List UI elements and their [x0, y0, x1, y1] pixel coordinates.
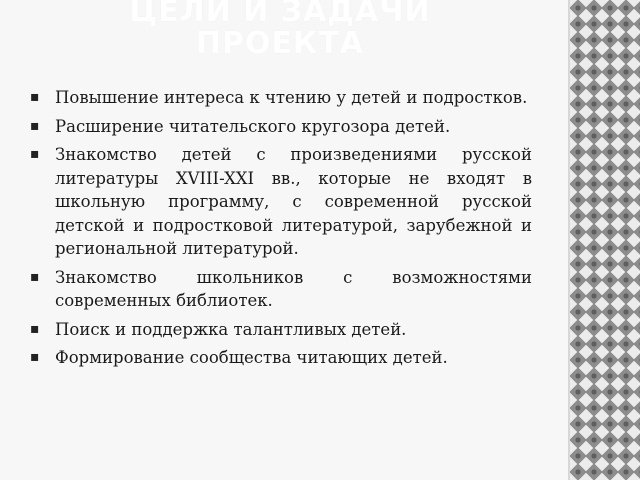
list-item	[30, 115, 532, 139]
list-item	[30, 318, 532, 342]
bullet-icon: ▪	[30, 320, 40, 337]
list-item-text: Повышение интереса к чтению у детей и подростков.	[55, 88, 528, 107]
list-item-text: Знакомство школьников с возможностями современных библиотек.	[55, 267, 532, 310]
slide-title-line-2: ПРОЕКТА	[195, 26, 365, 61]
list-item	[30, 86, 532, 110]
list-item	[30, 266, 532, 313]
bullet-icon: ▪	[30, 146, 40, 162]
bullet-icon: ▪	[30, 268, 40, 285]
list-item-text: Расширение читательского кругозора детей.	[55, 116, 451, 136]
bullet-icon: ▪	[30, 117, 40, 134]
decorative-diamond-pattern	[570, 0, 640, 480]
list-item-text: Поиск и поддержка талантливых детей.	[55, 319, 407, 339]
bullet-icon: ▪	[30, 89, 40, 105]
list-item-text: Знакомство детей с произведениями русской литературы XVIII-XXI вв., которые не входят в школьную программу, с современной русской детской и подростковой литературой, зарубежной и региональной литературой.	[55, 145, 532, 258]
slide-title	[20, 0, 540, 60]
list-item	[30, 346, 532, 370]
slide-title-line-1: ЦЕЛИ И ЗАДАЧИ	[129, 0, 431, 29]
bullet-icon: ▪	[30, 349, 40, 365]
list-item	[30, 143, 532, 261]
goals-list	[30, 86, 532, 375]
list-item-text: Формирование сообщества читающих детей.	[55, 348, 448, 367]
